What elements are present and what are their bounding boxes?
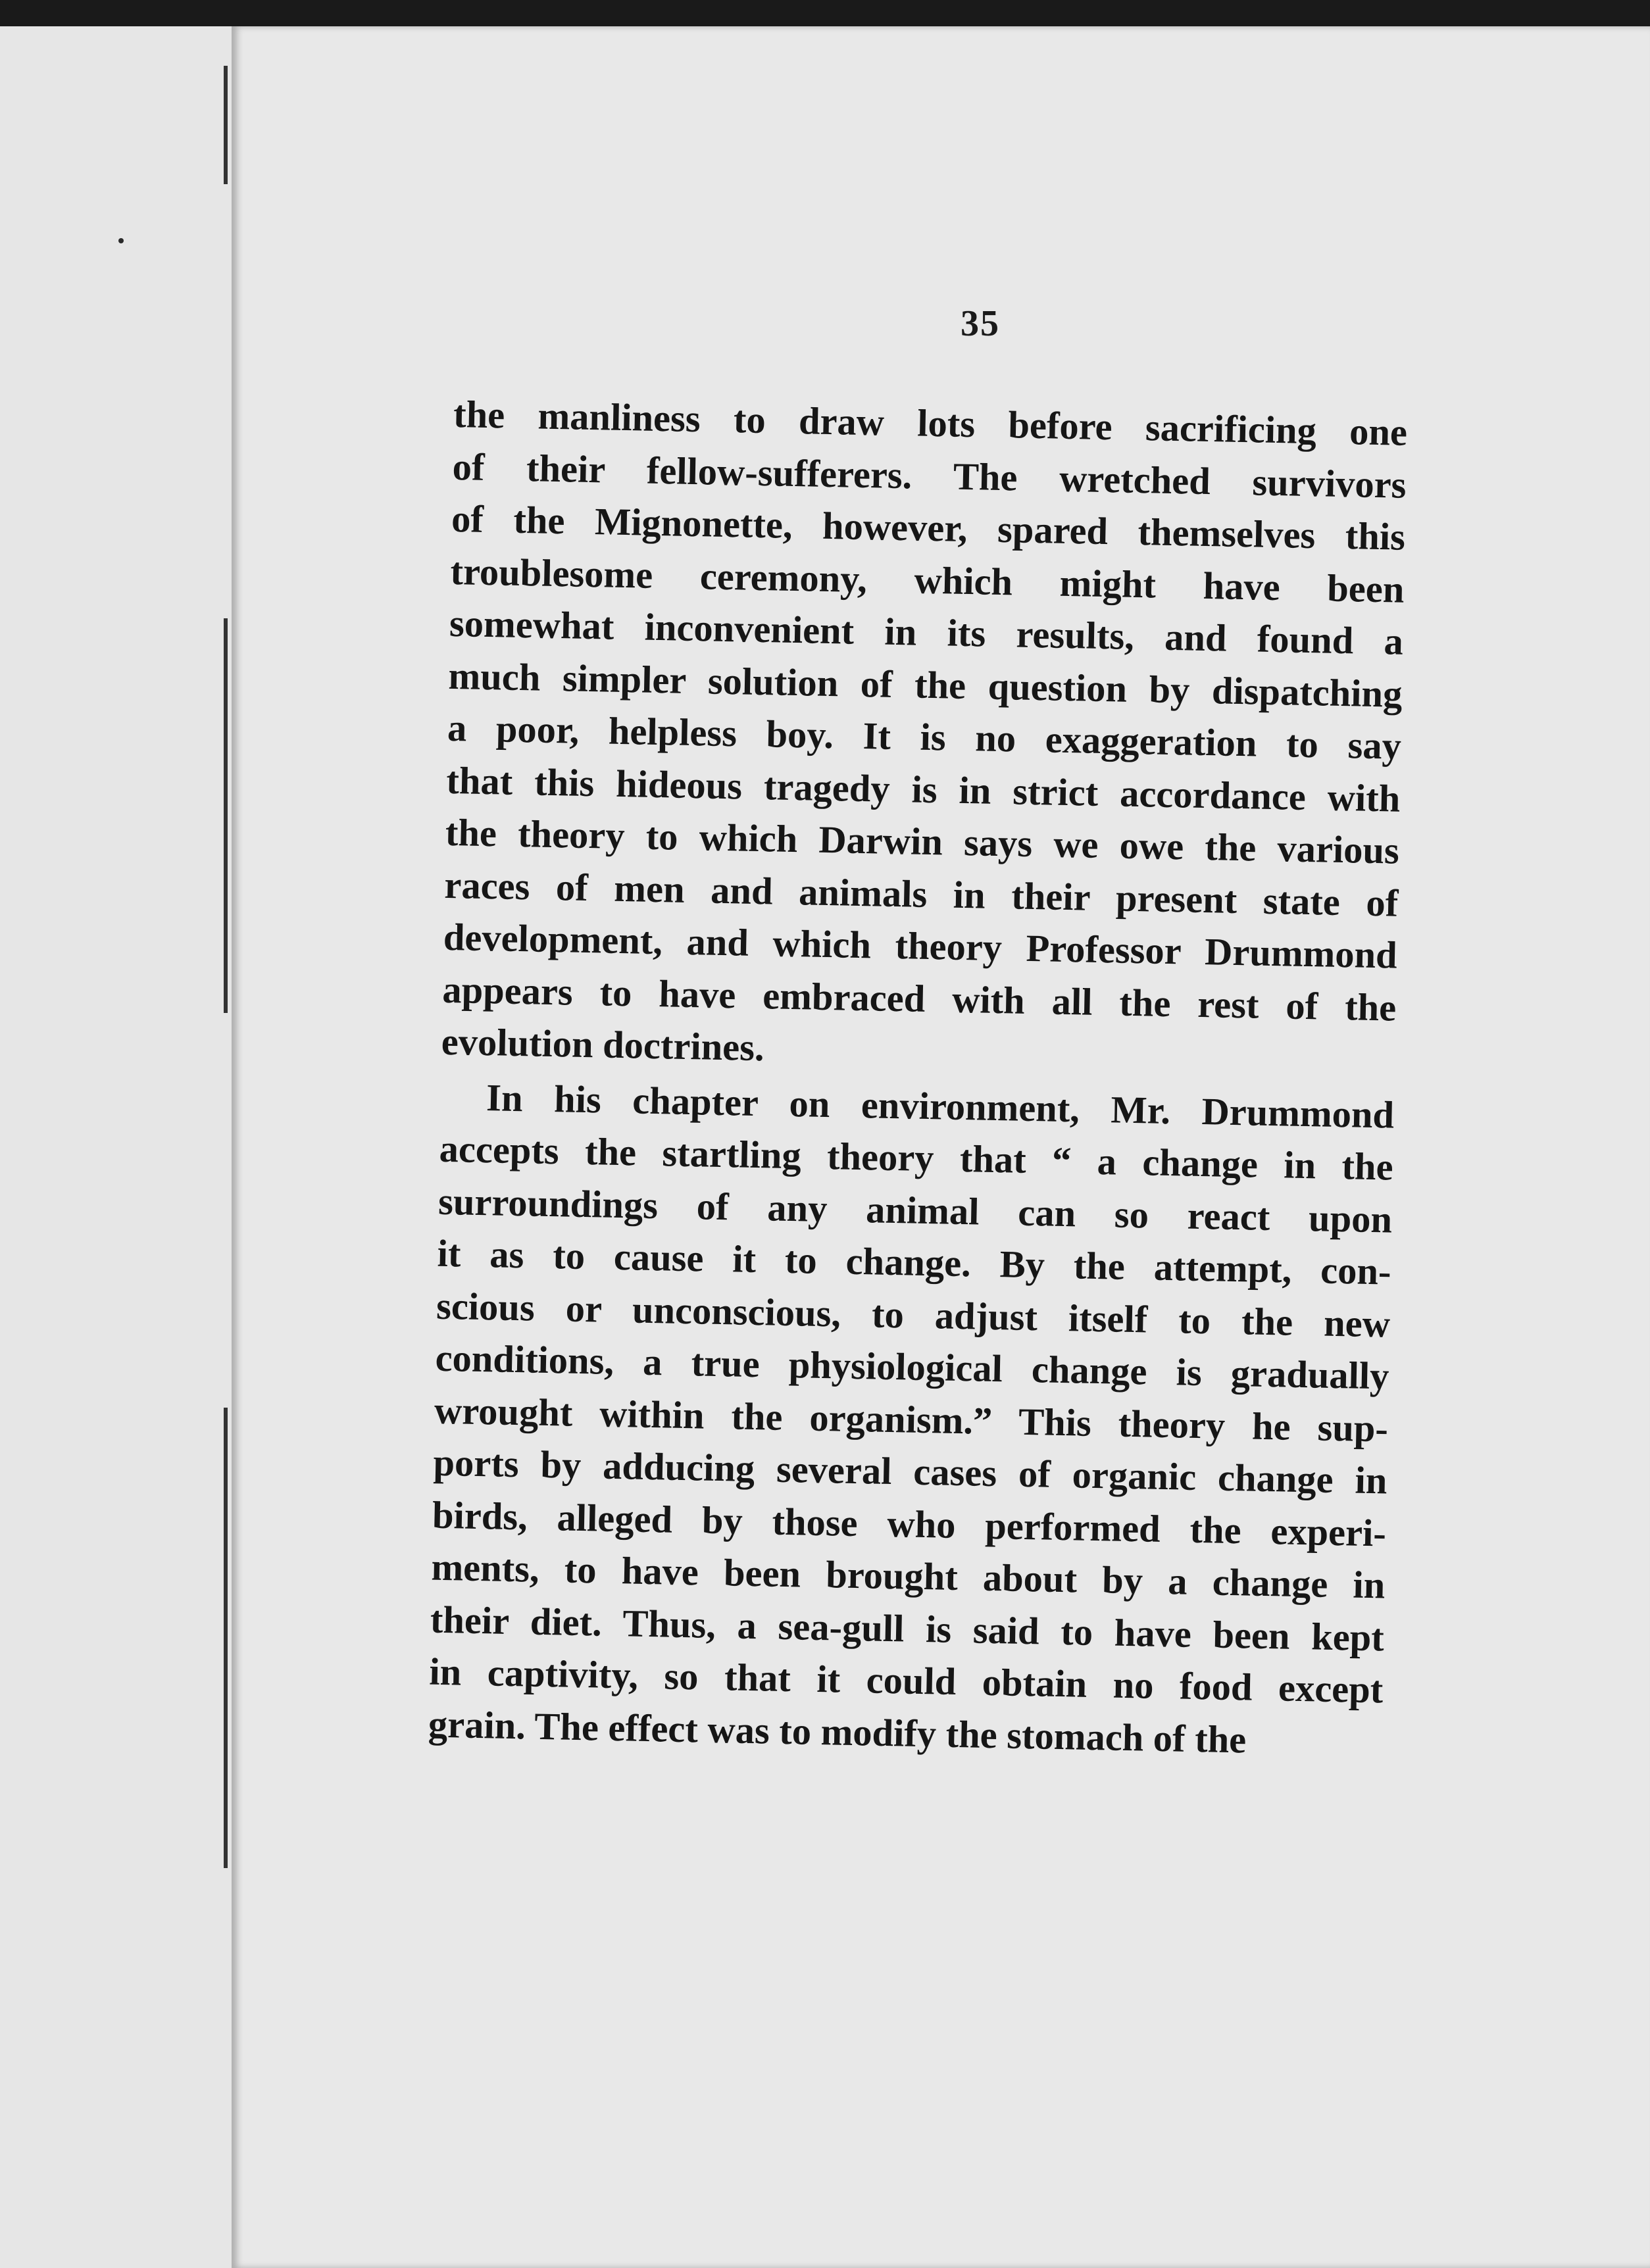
text-line: much simpler solution of the question by dispatching <box>447 654 1403 716</box>
text-line: accepts the startling theory that “ a change in the <box>439 1127 1394 1189</box>
text-line: In his chapter on environment, Mr. Drummond <box>486 1075 1395 1137</box>
text-line: conditions, a true physiological change is gradually <box>435 1336 1390 1398</box>
text-line: somewhat inconvenient in its results, and found a <box>449 601 1404 663</box>
text-line: a poor, helpless boy. It is no exaggeration to say <box>447 706 1402 768</box>
text-line: troublesome ceremony, which might have been <box>450 549 1405 611</box>
text-line: grain. The effect was to modify the stomach of the <box>428 1702 1247 1761</box>
text-line: the manliness to draw lots before sacrificing one <box>453 392 1408 454</box>
left-page-edge <box>0 26 234 2268</box>
binding-shadow <box>224 1408 228 1868</box>
text-line: surroundings of any animal can so react upon <box>438 1179 1393 1241</box>
text-line: their diet. Thus, a sea-gull is said to have been kept <box>430 1598 1385 1659</box>
text-line: evolution doctrines. <box>441 1020 765 1070</box>
text-line: it as to cause it to change. By the attempt, con- <box>437 1231 1392 1293</box>
text-line: ports by adducing several cases of organic change in <box>433 1441 1388 1502</box>
scan-speck <box>118 238 124 243</box>
text-line: development, and which theory Professor Drummond <box>443 915 1398 977</box>
binding-shadow <box>224 66 228 184</box>
text-line: scious or unconscious, to adjust itself to the new <box>436 1284 1391 1346</box>
binding-shadow <box>224 618 228 1013</box>
text-line: of the Mignonette, however, spared themselves this <box>451 497 1406 558</box>
text-line: that this hideous tragedy is in strict accordance with <box>445 758 1401 820</box>
page-body-text <box>428 388 1407 1768</box>
text-line: races of men and animals in their present state of <box>443 863 1399 925</box>
text-line: in captivity, so that it could obtain no food except <box>428 1650 1384 1712</box>
text-line: of their fellow-sufferers. The wretched survivors <box>452 445 1407 506</box>
text-line: appears to have embraced with all the rest of the <box>441 968 1397 1029</box>
text-line: ments, to have been brought about by a change in <box>430 1545 1386 1607</box>
text-line: birds, alleged by those who performed the experi- <box>432 1493 1387 1555</box>
text-line: wrought within the organism.” This theory he sup- <box>434 1389 1389 1450</box>
text-line: the theory to which Darwin says we owe the various <box>445 810 1400 872</box>
page-number: 35 <box>961 303 1000 344</box>
